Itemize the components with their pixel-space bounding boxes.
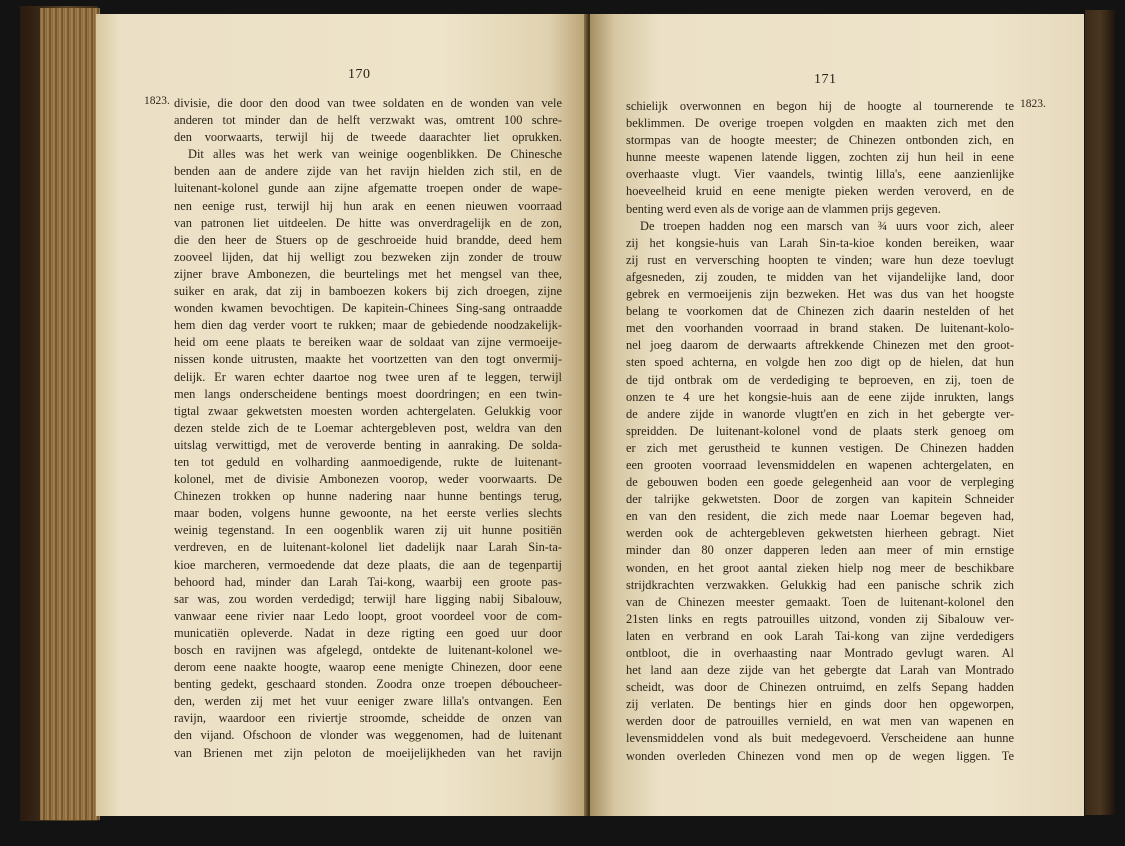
text-line: den vijand. Ofschoon de vlonder was weggenomen, had de luitenant xyxy=(174,728,562,743)
text-line: delijk. Er waren echter daartoe nog twee uren af te leggen, terwijl xyxy=(174,369,562,384)
text-line: overhaaste vlugt. Vier vaandels, twintig lilla's, eene aanzienlijke xyxy=(626,167,1014,182)
text-line: ten tot geduld en volharding aanmoedigende, rukte de luitenant- xyxy=(174,454,562,469)
text-line: benting werd even als de vorige aan de vlammen prijs gegeven. xyxy=(626,201,941,216)
text-line: van Brienen met zijn peloton de moeijelijkheden van het ravijn xyxy=(174,745,562,760)
text-line: den voorwaarts, terwijl hij de tweede daarachter liet oprukken. xyxy=(174,130,562,145)
text-line: ravijn, waardoor een riviertje stroomde, scheidde de onzen van xyxy=(174,711,562,726)
text-line: de andere zijde in wanorde vlugtt'en en zich in het gebergte ver- xyxy=(626,406,1014,421)
text-line: verdreven, en de luitenant-kolonel liet dadelijk naar Larah Sin-ta- xyxy=(174,540,562,555)
text-line: der talrijke gekwetsten. Door de zorgen van kapitein Schneider xyxy=(626,492,1014,507)
text-line: 21sten links en regts patrouilles uitzond, vonden zij Sibalouw ver- xyxy=(626,611,1014,626)
text-line: er zich met gerustheid te kunnen vestigen. De Chinezen hadden xyxy=(626,440,1014,455)
text-line: sten spoed achterna, en volgde hen zoo digt op de hielen, dat hun xyxy=(626,355,1014,370)
text-line: van patronen liet uitdeelen. De hitte was onverdragelijk en de zon, xyxy=(174,215,562,230)
text-line: vanwaar eene rivier naar Ledo loopt, groot voordeel voor de com- xyxy=(174,608,562,623)
text-line: ontbloot, die in overhaasting naar Montrado gevlugt waren. Al xyxy=(626,646,1014,660)
text-line: behoord had, minder dan Larah Tai-kong, waarbij een groote pas- xyxy=(174,574,562,589)
text-line: onzen te 4 ure het kongsie-huis aan de eene zijde inrukten, langs xyxy=(626,389,1014,404)
text-line: een grooten voorraad levensmiddelen en wapenen achtergelaten, en xyxy=(626,457,1014,472)
page-edges-left xyxy=(40,8,100,820)
text-line: dezen stelde zich de te Loemar achtergebleven post, weldra van den xyxy=(174,420,562,435)
text-line: benden aan de andere zijde van het ravijn hielden zich stil, en de xyxy=(174,164,562,179)
text-line: zijner brave Ambonezen, die beurtelings met het mengsel van thee, xyxy=(174,266,562,281)
text-line: heid om eene plaats te bereiken waar de soldaat van zijne vermoeije- xyxy=(174,335,562,350)
book-cover-right xyxy=(1085,10,1115,815)
margin-year: 1823. xyxy=(144,95,170,107)
text-line: beklimmen. De overige troepen volgden en maakten zich met den xyxy=(626,116,1014,131)
text-line: benting gedekt, geschaard stonden. Zoodra onze troepen déboucheer- xyxy=(174,677,562,692)
text-line: scheidt, was door de Chinezen ontruimd, en zelfs Sepang hadden xyxy=(626,680,1014,695)
text-line: tigtal zwaar gekwetsten moesten worden achtergelaten. Gelukkig voor xyxy=(174,403,562,418)
text-line: wonden kwamen bevochtigen. De kapitein-Chinees Sing-sang ontraadde xyxy=(174,301,562,316)
text-line: suiker en arak, dat zij in bamboezen kokers bij zich droegen, zijne xyxy=(174,284,562,299)
page-number: 171 xyxy=(814,72,837,87)
text-line: zij rust en verversching hoopten te vinden; ware hun deze toevlugt xyxy=(626,252,1014,267)
text-line: stormpas van de hoogte meester; de Chinezen ontbonden zich, en xyxy=(626,133,1014,148)
text-line: nissen konde uitrusten, maakte het voortzetten van den togt onvermij- xyxy=(174,352,562,367)
text-line: en van den resident, die zich mede naar Loemar begeven had, xyxy=(626,509,1014,524)
text-line: wonden overleden Chinezen vond men op de wegen liggen. Te xyxy=(626,748,1014,763)
margin-year: 1823. xyxy=(1020,98,1046,110)
text-line: de gebouwen boden een goede gelegenheid aan voor de verpleging xyxy=(626,475,1014,490)
text-line: divisie, die door den dood van twee soldaten en de wonden van vele xyxy=(174,96,562,110)
text-line: wonden, en het groot aantal zieken hielp nog meer de beschikbare xyxy=(626,560,1014,575)
text-line: werden ook de achtergebleven gekwetsten hierheen gebragt. Niet xyxy=(626,526,1014,541)
text-line: derom eene naakte hoogte, waarop eene menigte Chinezen, door eene xyxy=(174,660,562,675)
right-page xyxy=(590,14,1084,816)
text-line: luitenant-kolonel gunde aan zijne afgematte troepen onder de wape- xyxy=(174,181,562,196)
text-line: zij het kongsie-huis van Larah Sin-ta-kioe konden bereiken, waar xyxy=(626,235,1014,250)
text-line: nel joeg daarom de derwaarts aftrekkende Chinezen met den groot- xyxy=(626,338,1014,353)
text-line: sar was, zou worden verdedigd; terwijl hare ligging nabij Sibalouw, xyxy=(174,591,562,606)
text-line: kolonel, met de divisie Ambonezen voorop, weder voorwaarts. De xyxy=(174,472,562,487)
text-line: de tijd ontbrak om de verdediging te beproeven, en zij, toen de xyxy=(626,372,1014,387)
text-line: hoeveelheid kruid en eene menigte pieken werden veroverd, en de xyxy=(626,184,1014,199)
text-line: hem dien dag verder voort te rukken; maar de gebiedende noodzakelijk- xyxy=(174,318,562,333)
text-line: nen eenige rust, terwijl hij hun arak en eenen nieuwen voorraad xyxy=(174,198,562,213)
text-line: spreidden. De luitenant-kolonel vond de plaats sterk genoeg om xyxy=(626,423,1014,438)
text-line: het land aan deze zijde van het gebergte dat Larah van Montrado xyxy=(626,663,1014,678)
text-line: Dit alles was het werk van weinige oogenblikken. De Chinesche xyxy=(188,147,562,162)
text-line: die den heer de Stuers op de geschroeide huid brandde, deed hem xyxy=(174,232,562,247)
text-line: afgesneden, zij zouden, te midden van het vijandelijke land, door xyxy=(626,269,1014,284)
text-line: zij verlaten. De bentings hier en ginds door hen opgeworpen, xyxy=(626,697,1014,712)
body-text xyxy=(626,98,1014,765)
text-line: uitslag verwittigd, met de veroverde benting in aanraking. De solda- xyxy=(174,437,562,452)
text-line: Chinezen trokken op hunne nadering naar hunne bentings terug, xyxy=(174,489,562,504)
text-line: zooveel lijden, dat hij welligt zou bezweken zijn zonder de trouw xyxy=(174,249,562,264)
text-line: men langs onderscheidene bentings moest doordringen; en een twin- xyxy=(174,386,562,401)
text-line: maar boden, volgens hunne gewoonte, na het eerste verlies slechts xyxy=(174,506,562,521)
page-number: 170 xyxy=(348,67,371,82)
text-line: schielijk overwonnen en begon hij de hoogte al tournerende te xyxy=(626,99,1014,113)
text-line: strijdkrachten verzwakken. Gelukkig had een panische schrik zich xyxy=(626,577,1014,592)
text-line: van de Chinezen meester gemaakt. Toen de luitenant-kolonel den xyxy=(626,594,1014,609)
body-text xyxy=(174,95,562,762)
text-line: kioe marcheren, vermoedende dat deze plaats, die aan de tegenpartij xyxy=(174,557,562,572)
left-page xyxy=(96,14,588,816)
text-line: minder dan 80 onzer dapperen leden aan meer of min ernstige xyxy=(626,543,1014,558)
text-line: municatiën opleverde. Nadat in deze rigting een goed uur door xyxy=(174,625,562,640)
text-line: De troepen hadden nog een marsch van ¾ uurs voor zich, aleer xyxy=(640,218,1014,233)
text-line: werden door de patrouilles vernield, en wat men van wapenen en xyxy=(626,714,1014,729)
text-line: anderen tot minder dan de helft verzwakt was, omtrent 100 schre- xyxy=(174,113,562,128)
text-line: met den voorhanden voorraad in brand staken. De luitenant-kolo- xyxy=(626,321,1014,336)
text-line: levensmiddelen vond als buit medegevoerd. Verscheidene aan hunne xyxy=(626,731,1014,746)
text-line: hunne meeste wapenen latende liggen, zochten zij hun heil in eene xyxy=(626,150,1014,165)
text-line: laten en verbrand en ook Larah Tai-kong van zijne verdedigers xyxy=(626,628,1014,643)
text-line: weinig tegenstand. In een oogenblik waren zij uit hunne positiën xyxy=(174,523,562,538)
text-line: den, werden zij met het vuur eeniger zware lilla's ontvangen. Een xyxy=(174,694,562,709)
text-line: bosch en ravijnen was afgelegd, ontdekte de luitenant-kolonel we- xyxy=(174,643,562,657)
text-line: belang te voorkomen dat de Chinezen zich daarin nestelden of het xyxy=(626,304,1014,319)
text-line: gebrek en vermoeijenis zijn bezweken. Het was dus van het hoogste xyxy=(626,287,1014,302)
